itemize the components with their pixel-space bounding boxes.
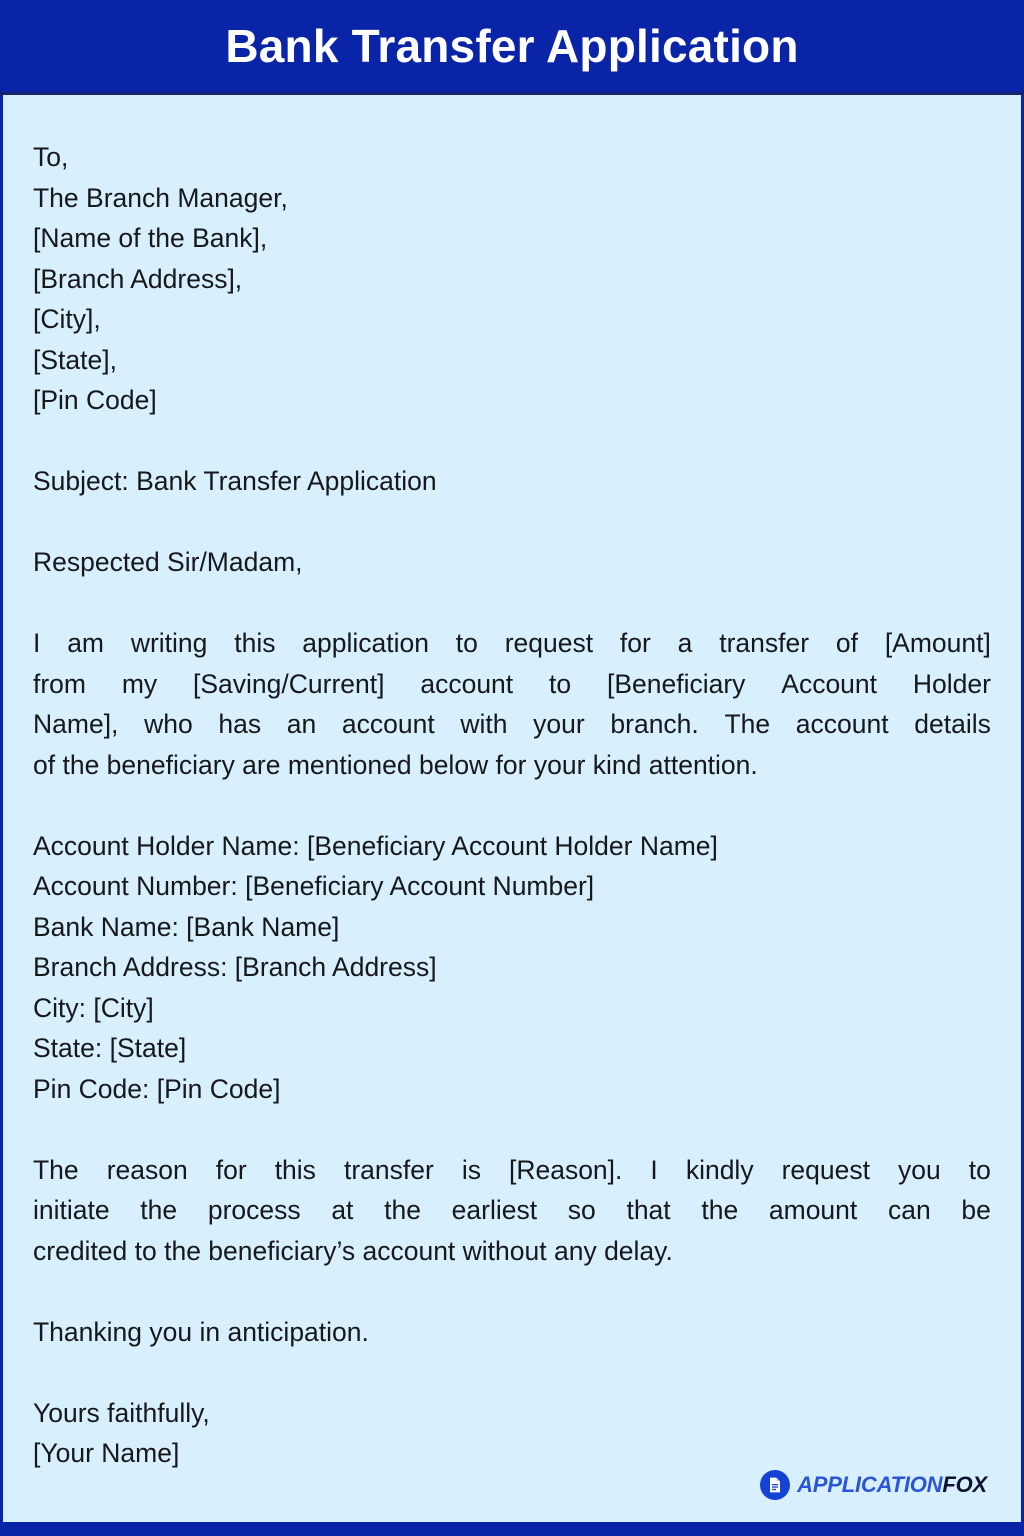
paragraph-two-line: initiate the process at the earliest so that the amount can be — [33, 1195, 991, 1225]
recipient-line: The Branch Manager, — [33, 182, 288, 213]
account-detail-line: Pin Code: [Pin Code] — [33, 1073, 281, 1104]
letter-body — [3, 95, 1021, 1522]
account-detail-line: Branch Address: [Branch Address] — [33, 952, 437, 982]
recipient-line: To, — [33, 142, 69, 172]
paragraph-two — [33, 1150, 991, 1272]
recipient-line: [City], — [33, 304, 101, 334]
closing-line: Yours faithfully, — [33, 1397, 210, 1428]
document-icon — [760, 1470, 790, 1500]
subject-line: Subject: Bank Transfer Application — [33, 466, 437, 496]
account-detail-line: Account Holder Name: [Beneficiary Account Holder Name] — [33, 830, 718, 861]
account-detail-line: Bank Name: [Bank Name] — [33, 911, 340, 942]
page-title: Bank Transfer Application — [225, 20, 799, 72]
account-details-block — [33, 826, 991, 1110]
paragraph-one-line: I am writing this application to request for a transfer of [Amount] — [33, 628, 991, 658]
logo-text-secondary: FOX — [942, 1472, 987, 1497]
subject-block — [33, 461, 991, 502]
account-detail-line: State: [State] — [33, 1033, 187, 1063]
paragraph-one-line: of the beneficiary are mentioned below for your kind attention. — [33, 749, 758, 780]
closing-block — [33, 1393, 991, 1474]
thanks-block — [33, 1312, 991, 1353]
recipient-line: [State], — [33, 344, 117, 375]
paragraph-two-line: The reason for this transfer is [Reason]. I kindly request you to — [33, 1154, 991, 1185]
applicationfox-logo — [760, 1470, 987, 1500]
recipient-line: [Name of the Bank], — [33, 223, 268, 253]
recipient-line: [Branch Address], — [33, 263, 243, 294]
thanks-line: Thanking you in anticipation. — [33, 1316, 369, 1347]
logo-wordmark — [797, 1474, 987, 1496]
recipient-address-block — [33, 137, 991, 421]
header-banner — [0, 0, 1024, 95]
signature-name-line: [Your Name] — [33, 1438, 180, 1468]
logo-text-primary: APPLICATION — [797, 1472, 943, 1497]
bottom-accent-bar — [0, 1522, 1024, 1536]
account-detail-line: City: [City] — [33, 992, 154, 1023]
account-detail-line: Account Number: [Beneficiary Account Number] — [33, 871, 595, 901]
paragraph-one-line: from my [Saving/Current] account to [Beneficiary Account Holder — [33, 668, 991, 699]
recipient-line: [Pin Code] — [33, 385, 157, 415]
salutation-block — [33, 542, 991, 583]
paragraph-one — [33, 623, 991, 785]
paragraph-one-line: Name], who has an account with your branch. The account details — [33, 709, 991, 739]
salutation-line: Respected Sir/Madam, — [33, 547, 303, 577]
paragraph-two-line: credited to the beneficiary’s account without any delay. — [33, 1235, 673, 1266]
